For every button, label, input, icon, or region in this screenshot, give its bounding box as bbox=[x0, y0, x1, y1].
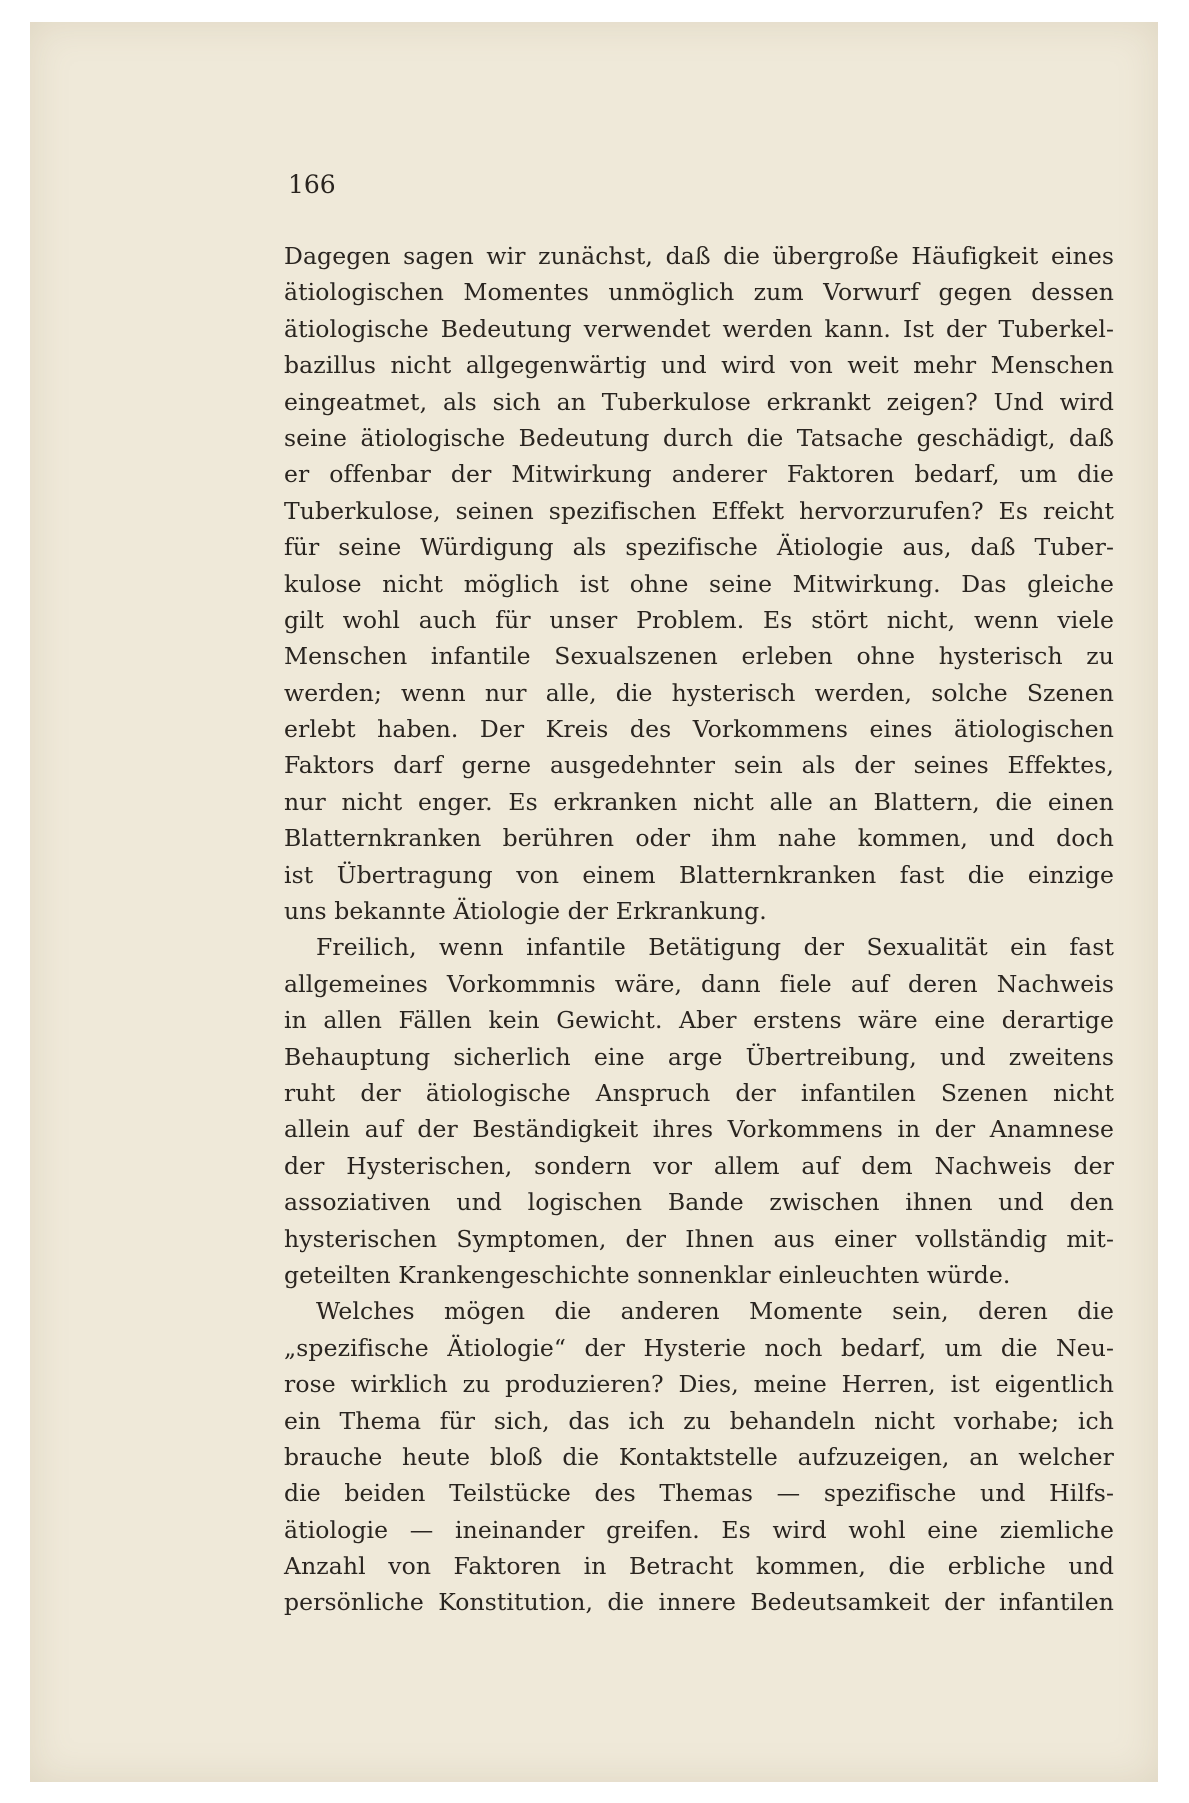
text-line: Faktors darf gerne ausgedehnter sein als der seines Effektes, bbox=[284, 751, 1114, 780]
text-line: hysterischen Symptomen, der Ihnen aus einer vollständig mit- bbox=[284, 1224, 1114, 1253]
text-line: Anzahl von Faktoren in Betracht kommen, die erbliche und bbox=[284, 1552, 1114, 1581]
text-line: er offenbar der Mitwirkung anderer Faktoren bedarf, um die bbox=[284, 460, 1114, 489]
text-line: bazillus nicht allgegenwärtig und wird von weit mehr Menschen bbox=[284, 351, 1114, 380]
text-line: der Hysterischen, sondern vor allem auf dem Nachweis der bbox=[284, 1151, 1114, 1180]
text-line: Blatternkranken berühren oder ihm nahe kommen, und doch bbox=[284, 824, 1114, 853]
text-line: für seine Würdigung als spezifische Ätiologie aus, daß Tuber- bbox=[284, 533, 1114, 562]
text-line: ätiologischen Momentes unmöglich zum Vorwurf gegen dessen bbox=[284, 278, 1114, 307]
text-line: allein auf der Beständigkeit ihres Vorkommens in der Anamnese bbox=[284, 1115, 1114, 1144]
text-line: ätiologische Bedeutung verwendet werden kann. Ist der Tuberkel- bbox=[284, 314, 1114, 343]
text-line: erlebt haben. Der Kreis des Vorkommens eines ätiologischen bbox=[284, 715, 1114, 744]
book-page bbox=[30, 22, 1158, 1782]
page-number: 166 bbox=[288, 170, 336, 199]
text-line: gilt wohl auch für unser Problem. Es stört nicht, wenn viele bbox=[284, 605, 1114, 634]
text-line: kulose nicht möglich ist ohne seine Mitwirkung. Das gleiche bbox=[284, 569, 1114, 598]
text-line: geteilten Krankengeschichte sonnenklar einleuchten würde. bbox=[284, 1260, 1011, 1289]
text-line: brauche heute bloß die Kontaktstelle aufzuzeigen, an welcher bbox=[284, 1442, 1114, 1471]
text-line: allgemeines Vorkommnis wäre, dann fiele auf deren Nachweis bbox=[284, 969, 1114, 998]
text-line: ruht der ätiologische Anspruch der infantilen Szenen nicht bbox=[284, 1078, 1114, 1107]
text-line: Tuberkulose, seinen spezifischen Effekt hervorzurufen? Es reicht bbox=[284, 496, 1114, 525]
paragraph bbox=[284, 238, 1114, 929]
paragraph bbox=[284, 1293, 1114, 1621]
text-line: die beiden Teilstücke des Themas — spezifische und Hilfs- bbox=[284, 1479, 1114, 1508]
text-line: in allen Fällen kein Gewicht. Aber erstens wäre eine derartige bbox=[284, 1006, 1114, 1035]
text-line: persönliche Konstitution, die innere Bedeutsamkeit der infantilen bbox=[284, 1588, 1114, 1617]
paragraph bbox=[284, 929, 1114, 1293]
text-line: Dagegen sagen wir zunächst, daß die übergroße Häufigkeit eines bbox=[284, 242, 1114, 270]
text-line: Behauptung sicherlich eine arge Übertreibung, und zweitens bbox=[284, 1042, 1114, 1071]
text-line: nur nicht enger. Es erkranken nicht alle an Blattern, die einen bbox=[284, 787, 1114, 816]
text-line: assoziativen und logischen Bande zwischen ihnen und den bbox=[284, 1188, 1114, 1217]
text-line: eingeatmet, als sich an Tuberkulose erkrankt zeigen? Und wird bbox=[284, 387, 1114, 416]
text-line: ätiologie — ineinander greifen. Es wird wohl eine ziemliche bbox=[284, 1515, 1114, 1544]
text-line: seine ätiologische Bedeutung durch die Tatsache geschädigt, daß bbox=[284, 423, 1114, 452]
text-line: Menschen infantile Sexualszenen erleben ohne hysterisch zu bbox=[284, 642, 1114, 671]
text-line: werden; wenn nur alle, die hysterisch werden, solche Szenen bbox=[284, 678, 1114, 707]
text-line: rose wirklich zu produzieren? Dies, meine Herren, ist eigentlich bbox=[284, 1370, 1114, 1399]
body-text bbox=[284, 238, 1114, 1621]
text-line: Welches mögen die anderen Momente sein, deren die bbox=[316, 1297, 1114, 1326]
text-line: ein Thema für sich, das ich zu behandeln nicht vorhabe; ich bbox=[284, 1406, 1114, 1435]
text-line: Freilich, wenn infantile Betätigung der Sexualität ein fast bbox=[316, 933, 1114, 962]
text-line: „spezifische Ätiologie“ der Hysterie noch bedarf, um die Neu- bbox=[284, 1333, 1114, 1362]
text-line: uns bekannte Ätiologie der Erkrankung. bbox=[284, 897, 767, 926]
text-line: ist Übertragung von einem Blatternkranken fast die einzige bbox=[284, 860, 1114, 889]
